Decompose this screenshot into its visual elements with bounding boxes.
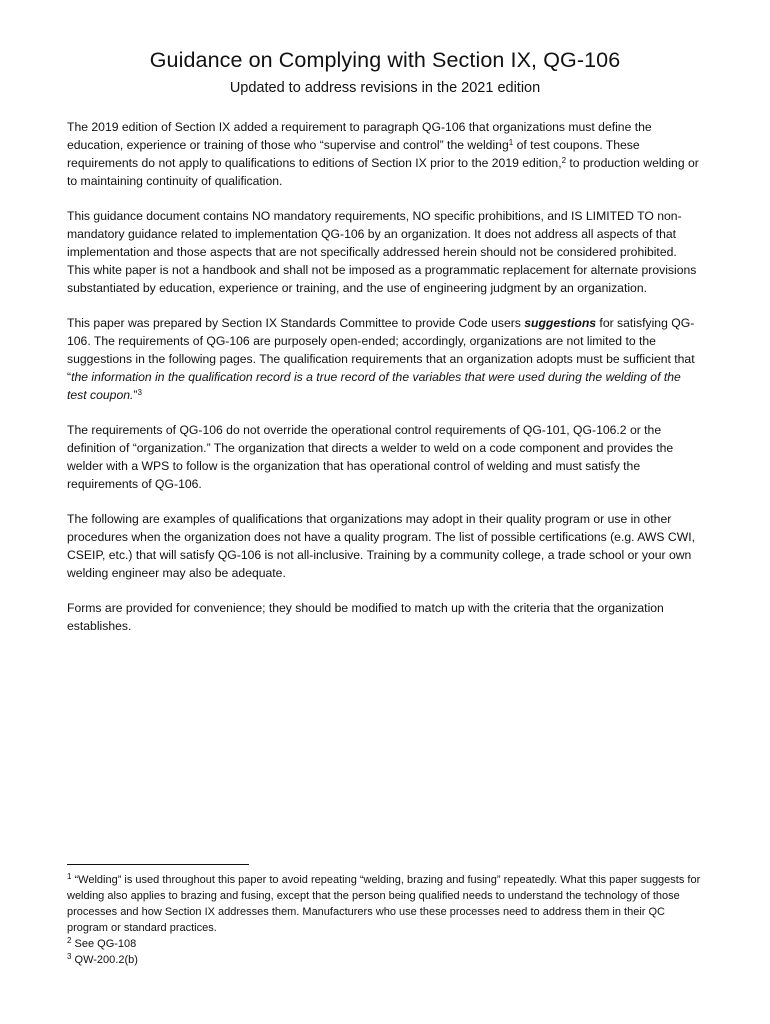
paragraph-1 [67, 118, 701, 190]
p1-text-c: to production welding or to maintaining continuity of qualification. [67, 156, 699, 188]
p3-emphasis: suggestions [524, 316, 597, 330]
footnote-text: “Welding” is used throughout this paper to avoid repeating “welding, brazing and fusing” repeatedly. What this paper suggests for welding also applies to brazing and fusing, except that the person being qualified needs to understand the technology of those processes and how Section IX addresses them. Manufacturers who use these processes need to address them in their QC program or standard practices. [67, 874, 701, 934]
paragraph-5: The following are examples of qualifications that organizations may adopt in their quality program or use in other procedures when the organization does not have a quality program. The list of possible certifications (e.g. AWS CWI, CSEIP, etc.) that will satisfy QG-106 is not all-inclusive. Training by a community college, a trade school or your own welding engineer may also be adequate. [67, 512, 695, 580]
footnote-number: 2 [67, 936, 72, 945]
footnote-ref-3[interactable]: 3 [137, 388, 142, 397]
footnote-divider [67, 864, 249, 865]
paragraph-4: The requirements of QG-106 do not override the operational control requirements of QG-101, QG-106.2 or the definition of “organization.” The organization that directs a welder to weld on a code component and provides the welder with a WPS to follow is the organization that has operational control of welding and must satisfy the requirements of QG-106. [67, 423, 674, 491]
paragraph-3 [67, 314, 701, 404]
footnote-1 [67, 872, 701, 936]
p3-text-b: for satisfying QG-106. The requirements of QG-106 are purposely open-ended; accordingly, organizations are not limited to the suggestions in the following pages. The qualification requirements that an organization adopts must be sufficient that “ [67, 316, 695, 384]
p1-text-a: The 2019 edition of Section IX added a requirement to paragraph QG-106 that organizations must define the education, experience or training of those who “supervise and control” the welding [67, 120, 652, 152]
p3-quote: the information in the qualification record is a true record of the variables that were used during the welding of the test coupon. [67, 370, 681, 402]
p3-text-a: This paper was prepared by Section IX Standards Committee to provide Code users [67, 316, 525, 330]
footnote-number: 1 [67, 872, 72, 881]
page-subtitle: Updated to address revisions in the 2021 edition [229, 80, 541, 96]
footnotes [67, 872, 701, 968]
p1-text-b: of test coupons. These requirements do not apply to qualifications to editions of Section IX prior to the 2019 edition, [67, 138, 640, 170]
p3-text-c: ” [133, 388, 138, 402]
footnote-text: QW-200.2(b) [71, 954, 138, 966]
paragraph-2: This guidance document contains NO mandatory requirements, NO specific prohibitions, and IS LIMITED TO non-mandatory guidance related to implementation QG-106 by an organization. It does not address all aspects of that implementation and those aspects that are not specifically addressed herein should not be considered prohibited. This white paper is not a handbook and shall not be imposed as a programmatic replacement for alternate provisions substantiated by education, experience or training, and the use of engineering judgment by an organization. [67, 209, 697, 295]
footnote-ref-2[interactable]: 2 [561, 156, 567, 165]
page-title: Guidance on Complying with Section IX, QG-106 [149, 48, 621, 72]
footnote-text: See QG-108 [71, 938, 137, 950]
footnote-3 [67, 952, 701, 968]
body-text [67, 118, 701, 652]
paragraph-6: Forms are provided for convenience; they should be modified to match up with the criteria that the organization establishes. [67, 601, 664, 633]
footnote-ref-1[interactable]: 1 [508, 138, 514, 147]
footnote-2 [67, 936, 701, 952]
footnote-number: 3 [67, 952, 72, 961]
